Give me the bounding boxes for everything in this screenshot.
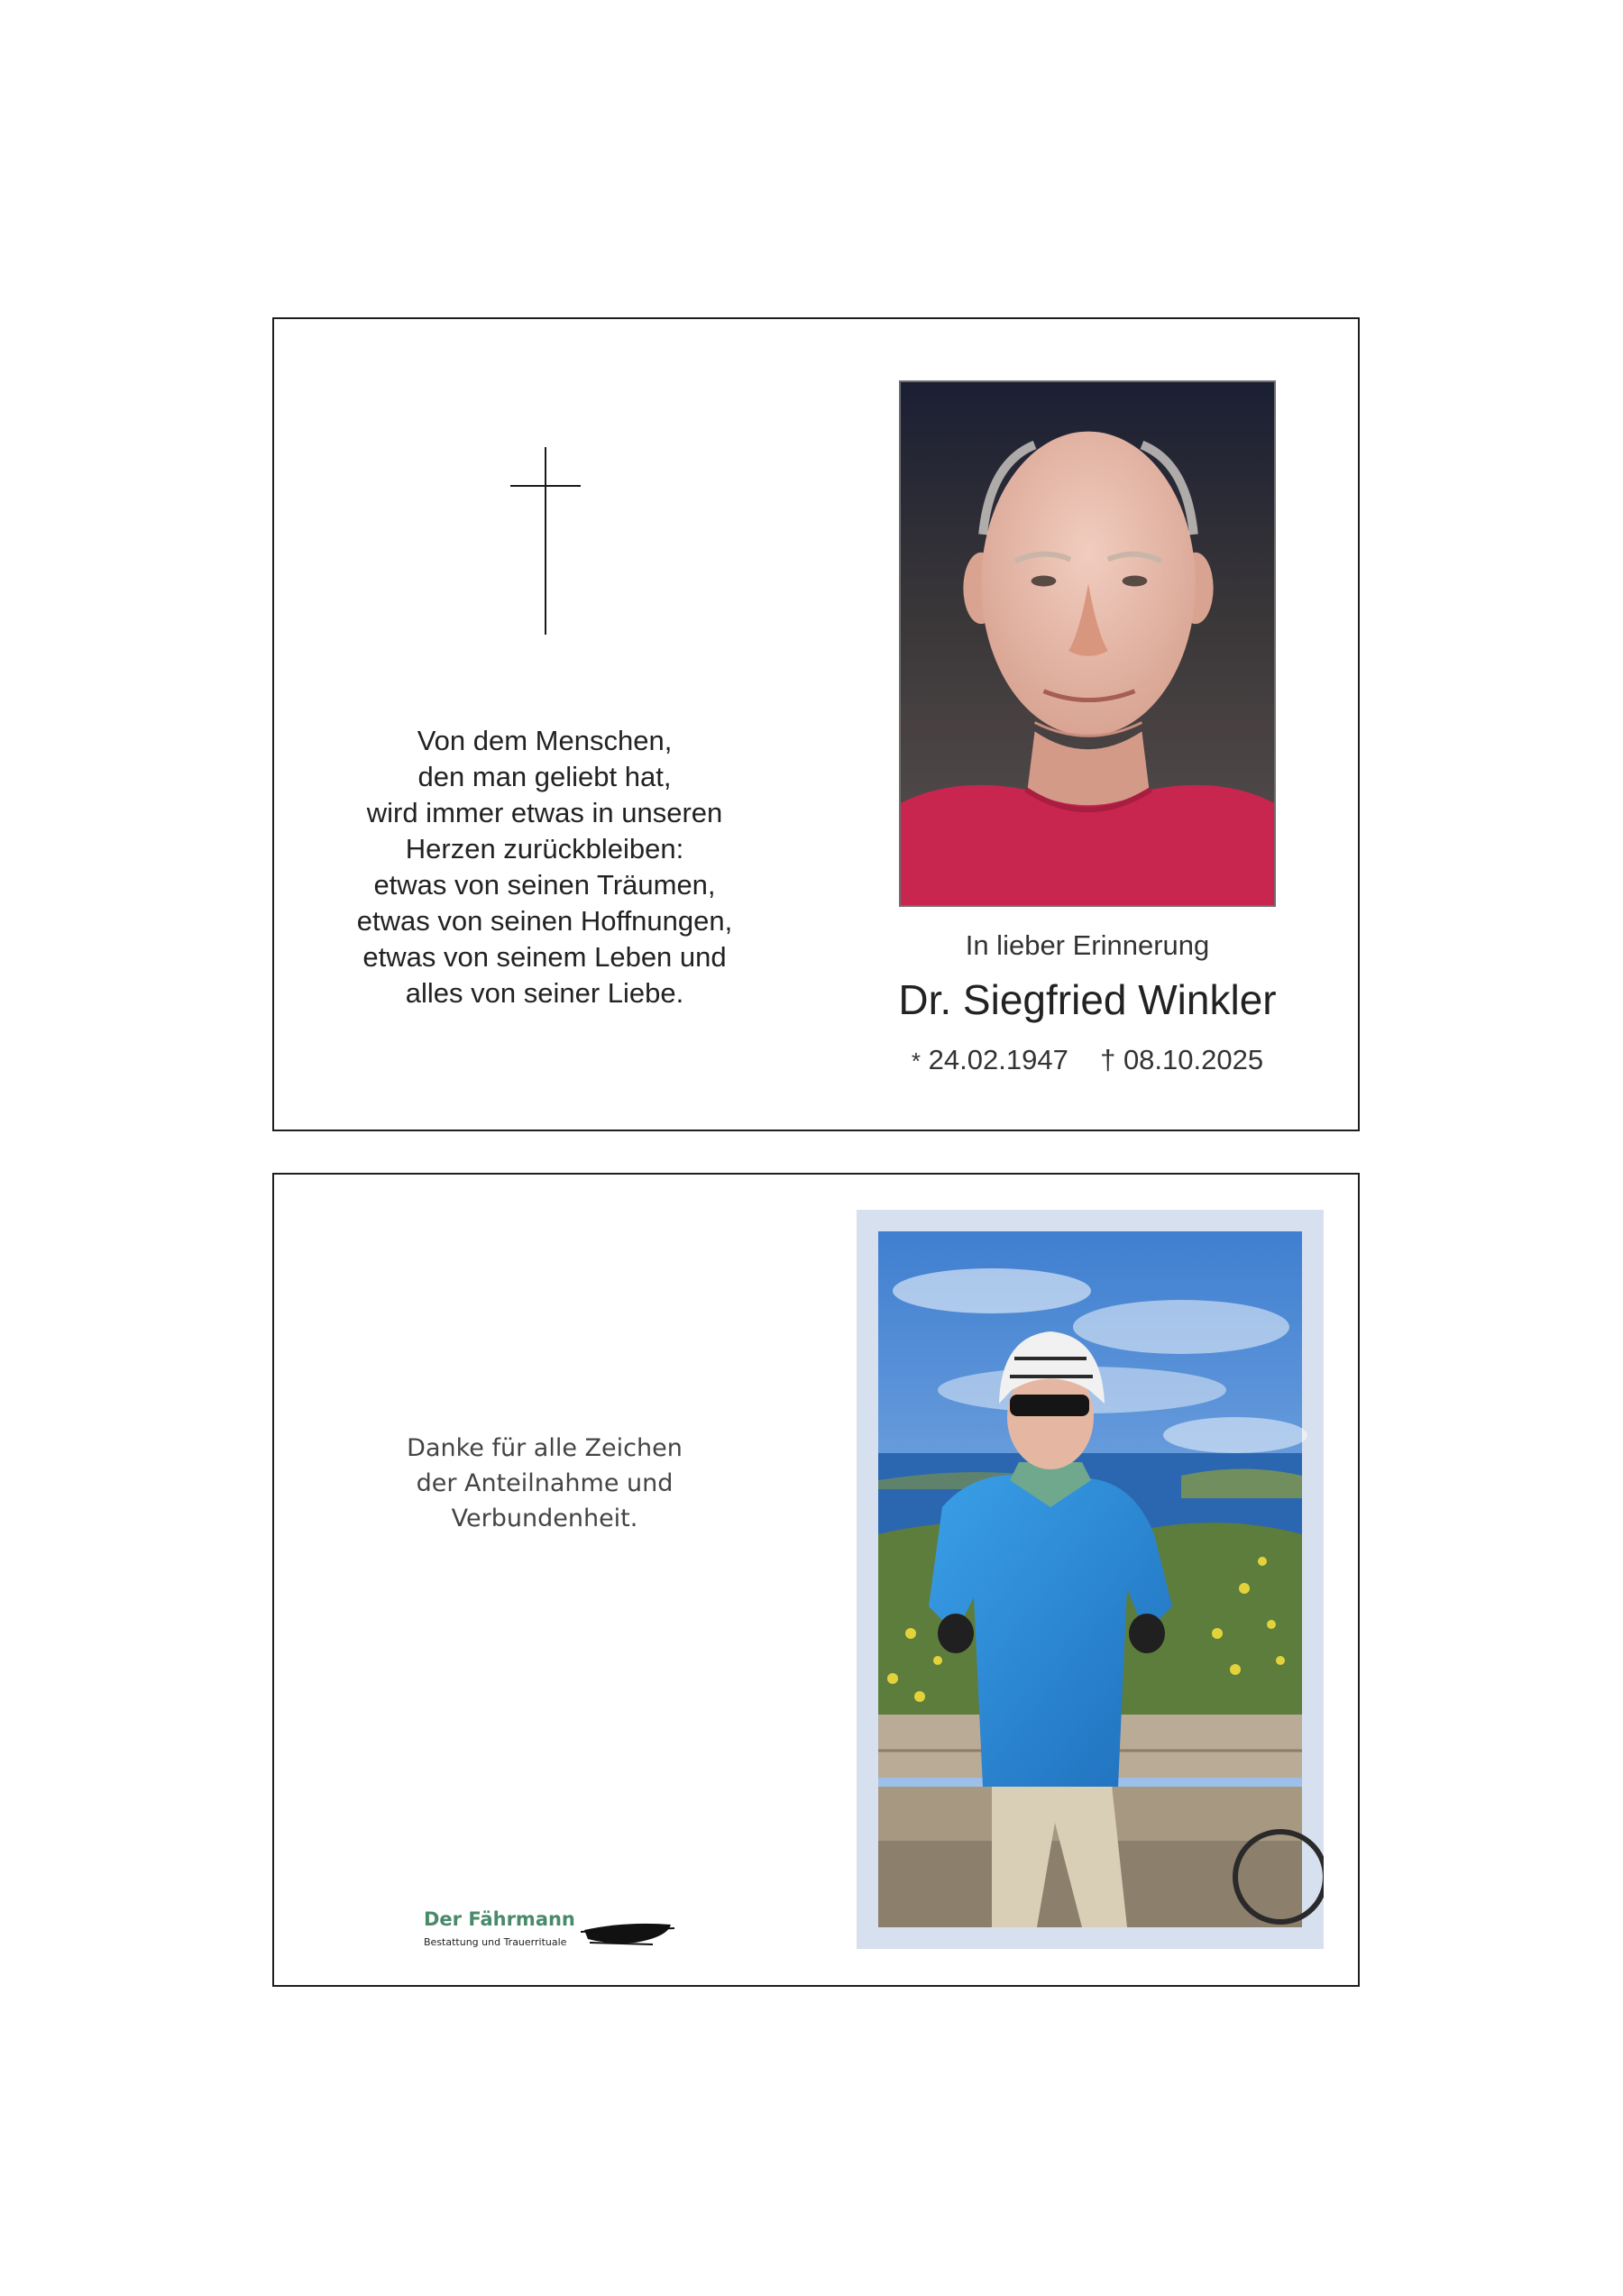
verse-line: Von dem Menschen, [417,725,673,756]
death-symbol: † [1100,1044,1116,1075]
memorial-card-back [272,1173,1360,1987]
verse-line: den man geliebt hat, [417,761,672,792]
memorial-verse [328,723,761,1011]
birth-date: 24.02.1947 [928,1044,1068,1075]
death-date: 08.10.2025 [1123,1044,1264,1075]
logo-subtitle: Bestattung und Trauerrituale [424,1936,567,1948]
birth-symbol: * [911,1047,922,1075]
verse-line: Herzen zurückbleiben: [405,833,684,864]
thanks-line: Danke für alle Zeichen [407,1434,683,1462]
memorial-card-front [272,317,1360,1131]
verse-line: alles von seiner Liebe. [405,977,684,1009]
verse-line: etwas von seinen Träumen, [373,869,716,901]
cross-icon [510,447,581,635]
thanks-message [355,1431,734,1536]
portrait-photo [899,380,1276,907]
thanks-line: der Anteilnahme und [416,1469,674,1497]
boat-icon [581,1917,676,1948]
funeral-home-logo [424,1908,685,1953]
outdoor-photo [857,1210,1324,1949]
verse-line: etwas von seinem Leben und [362,941,727,973]
deceased-name: Dr. Siegfried Winkler [898,976,1277,1023]
thanks-line: Verbundenheit. [451,1505,638,1532]
logo-title: Der Fährmann [424,1908,575,1930]
verse-line: etwas von seinen Hoffnungen, [356,905,733,937]
in-memory-label: In lieber Erinnerung [965,929,1210,961]
life-dates [871,1044,1304,1076]
verse-line: wird immer etwas in unseren [366,797,723,828]
